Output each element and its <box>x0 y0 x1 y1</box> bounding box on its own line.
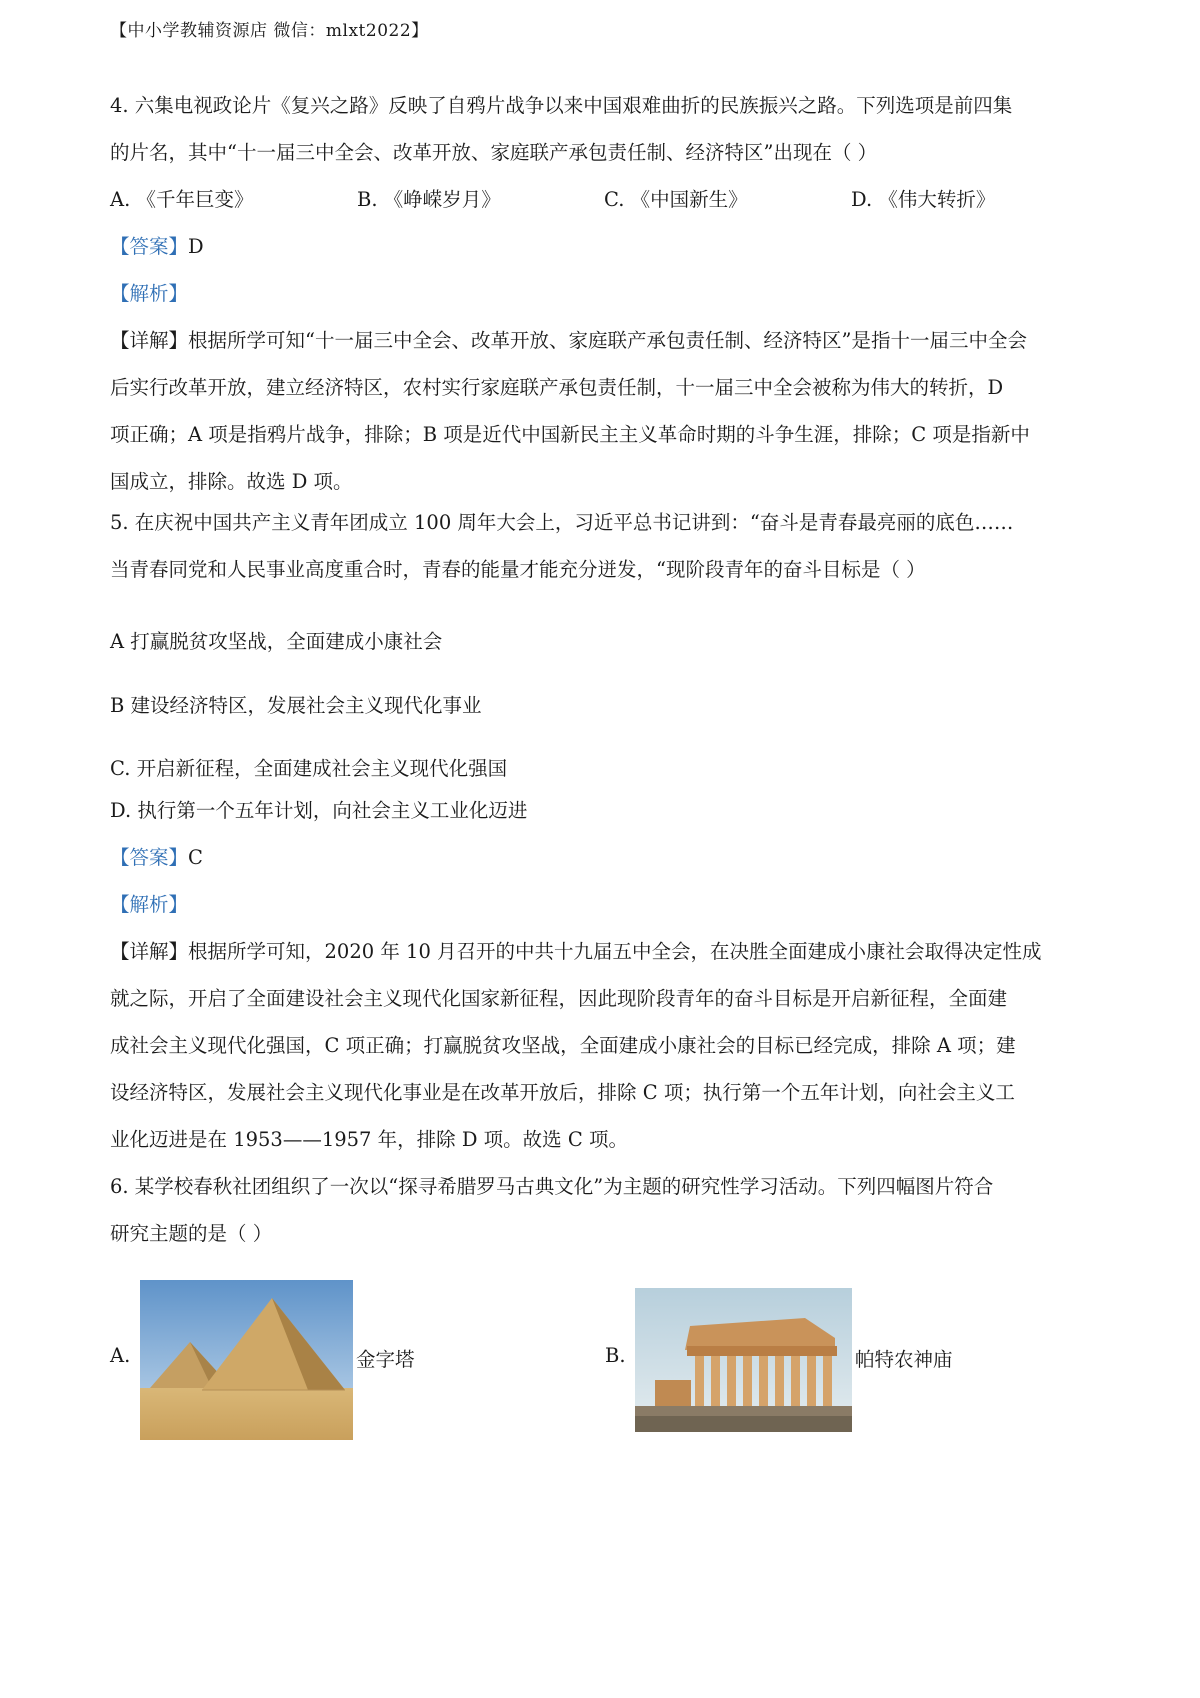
detail-text: 根据所学可知，2020 年 10 月召开的中共十九届五中全会，在决胜全面建成小康社会取得决定性成 <box>188 940 1042 963</box>
answer-tag: 【答案】 <box>110 846 189 869</box>
question-6-option-a-caption: 金字塔 <box>356 1348 415 1371</box>
question-4-detail-line-3: 项正确；A 项是指鸦片战争，排除；B 项是近代中国新民主主义革命时期的斗争生涯，排除；C 项是指新中 <box>110 423 1030 446</box>
question-5-detail-line-3: 成社会主义现代化强国，C 项正确；打赢脱贫攻坚战，全面建成小康社会的目标已经完成，排除 A 项；建 <box>110 1034 1016 1057</box>
page-header: 【中小学教辅资源店 微信：mlxt2022】 <box>110 21 429 41</box>
question-4 <box>110 82 1100 505</box>
question-4-option-d: D. 《伟大转折》 <box>851 188 996 211</box>
question-5-stem-line-1: 5. 在庆祝中国共产主义青年团成立 100 周年大会上，习近平总书记讲到：“奋斗是青春最亮丽的底色…… <box>110 511 1014 534</box>
question-5 <box>110 499 1100 593</box>
question-5-answer <box>110 834 1100 881</box>
question-4-analysis-heading <box>110 270 1100 317</box>
question-5-detail-line-2: 就之际，开启了全面建设社会主义现代化国家新征程，因此现阶段青年的奋斗目标是开启新征程，全面建 <box>110 987 1008 1010</box>
question-6-option-b-letter: B. <box>605 1344 626 1367</box>
detail-tag: 【详解】 <box>110 329 189 352</box>
answer-tag: 【答案】 <box>110 235 189 258</box>
detail-text: 根据所学可知“十一届三中全会、改革开放、家庭联产承包责任制、经济特区”是指十一届三中全会 <box>188 329 1027 352</box>
pyramid-image <box>140 1280 353 1440</box>
detail-tag: 【详解】 <box>110 940 189 963</box>
question-4-detail-line-1 <box>110 317 1100 364</box>
question-4-answer <box>110 223 1100 270</box>
answer-value: D <box>188 235 204 258</box>
question-5-analysis-heading <box>110 881 1100 928</box>
question-5-option-b: B 建设经济特区，发展社会主义现代化事业 <box>110 694 482 717</box>
question-5-option-c: C. 开启新征程，全面建成社会主义现代化强国 <box>110 757 508 780</box>
question-5-stem-line-2: 当青春同党和人民事业高度重合时，青春的能量才能充分迸发，“现阶段青年的奋斗目标是（ ） <box>110 558 926 581</box>
question-4-detail-line-2: 后实行改革开放，建立经济特区，农村实行家庭联产承包责任制，十一届三中全会被称为伟大的转折，D <box>110 376 1004 399</box>
analysis-tag: 【解析】 <box>110 893 189 916</box>
question-4-option-b: B. 《峥嵘岁月》 <box>357 188 501 211</box>
question-6-option-b-caption: 帕特农神庙 <box>855 1348 953 1371</box>
question-6-stem-line-2: 研究主题的是（ ） <box>110 1222 273 1245</box>
answer-value: C <box>188 846 203 869</box>
question-4-stem-line-1: 4. 六集电视政论片《复兴之路》反映了自鸦片战争以来中国艰难曲折的民族振兴之路。下列选项是前四集 <box>110 94 1013 117</box>
question-4-option-c: C. 《中国新生》 <box>604 188 748 211</box>
question-6-stem-line-1: 6. 某学校春秋社团组织了一次以“探寻希腊罗马古典文化”为主题的研究性学习活动。下列四幅图片符合 <box>110 1175 994 1198</box>
question-5-option-d: D. 执行第一个五年计划，向社会主义工业化迈进 <box>110 799 528 822</box>
question-5-detail-line-1 <box>110 928 1100 975</box>
question-6-option-a-letter: A. <box>110 1344 131 1367</box>
question-5-detail-line-4: 设经济特区，发展社会主义现代化事业是在改革开放后，排除 C 项；执行第一个五年计划，向社会主义工 <box>110 1081 1015 1104</box>
question-5-rest <box>110 787 1100 1257</box>
parthenon-illustration <box>635 1288 852 1432</box>
question-4-detail-line-4: 国成立，排除。故选 D 项。 <box>110 470 353 493</box>
pyramid-illustration <box>140 1280 353 1440</box>
analysis-tag: 【解析】 <box>110 282 189 305</box>
question-5-option-a: A 打赢脱贫攻坚战，全面建成小康社会 <box>110 630 443 653</box>
question-5-detail-line-5: 业化迈进是在 1953——1957 年，排除 D 项。故选 C 项。 <box>110 1128 628 1151</box>
parthenon-image <box>635 1288 852 1432</box>
question-4-option-a: A. 《千年巨变》 <box>110 188 254 211</box>
question-4-stem-line-2: 的片名，其中“十一届三中全会、改革开放、家庭联产承包责任制、经济特区”出现在（ ） <box>110 141 878 164</box>
question-4-options <box>110 176 1100 223</box>
